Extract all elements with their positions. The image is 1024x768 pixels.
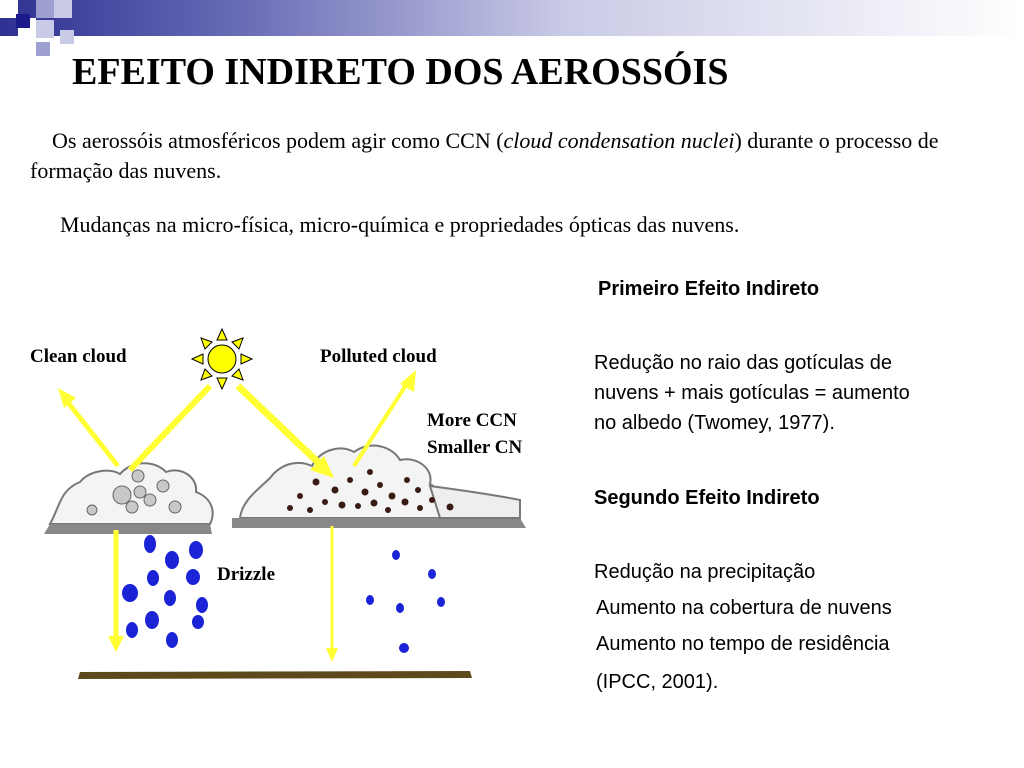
second-effect-heading: Segundo Efeito Indireto [594,487,820,509]
rain-drop-icon [122,535,208,648]
decorative-square [36,20,54,38]
decorative-square [60,30,74,44]
first-effect-text-line2: nuvens + mais gotículas = aumento [594,382,910,404]
second-effect-item: Aumento no tempo de residência [596,633,890,655]
first-effect-heading: Primeiro Efeito Indireto [598,278,820,300]
clean-cloud-label: Clean cloud [30,346,127,367]
aerosol-cloud-diagram [20,310,580,700]
header-gradient-bar [0,0,1024,36]
first-effect-text-line3: no albedo (Twomey, 1977). [594,412,835,434]
intro-text-start: Os aerossóis atmosféricos podem agir como CCN ( [52,128,504,153]
decorative-square [36,0,54,18]
intro-text-end: ) durante o processo de formação das nuvens. [30,128,939,183]
second-effect-item: (IPCC, 2001). [596,671,719,693]
decorative-square [16,14,30,28]
second-effect-item: Aumento na cobertura de nuvens [596,597,892,619]
decorative-square [54,0,72,18]
drizzle-drops [366,550,445,653]
intro-italic-term: cloud condensation nuclei [503,128,735,153]
decorative-square [36,42,50,56]
second-effect-item: Redução na precipitação [594,561,816,583]
ground-line [78,671,472,679]
smaller-cn-label: Smaller CN [427,437,523,458]
intro-paragraph [30,126,990,186]
slide-title: EFEITO INDIRETO DOS AEROSSÓIS [72,51,729,93]
drizzle-label: Drizzle [217,564,276,585]
first-effect-text-line1: Redução no raio das gotículas de [594,352,892,374]
more-ccn-label: More CCN [427,410,517,431]
polluted-cloud-label: Polluted cloud [320,346,437,367]
changes-paragraph: Mudanças na micro-física, micro-química e propriedades ópticas das nuvens. [60,212,740,237]
sun-icon [192,329,252,389]
